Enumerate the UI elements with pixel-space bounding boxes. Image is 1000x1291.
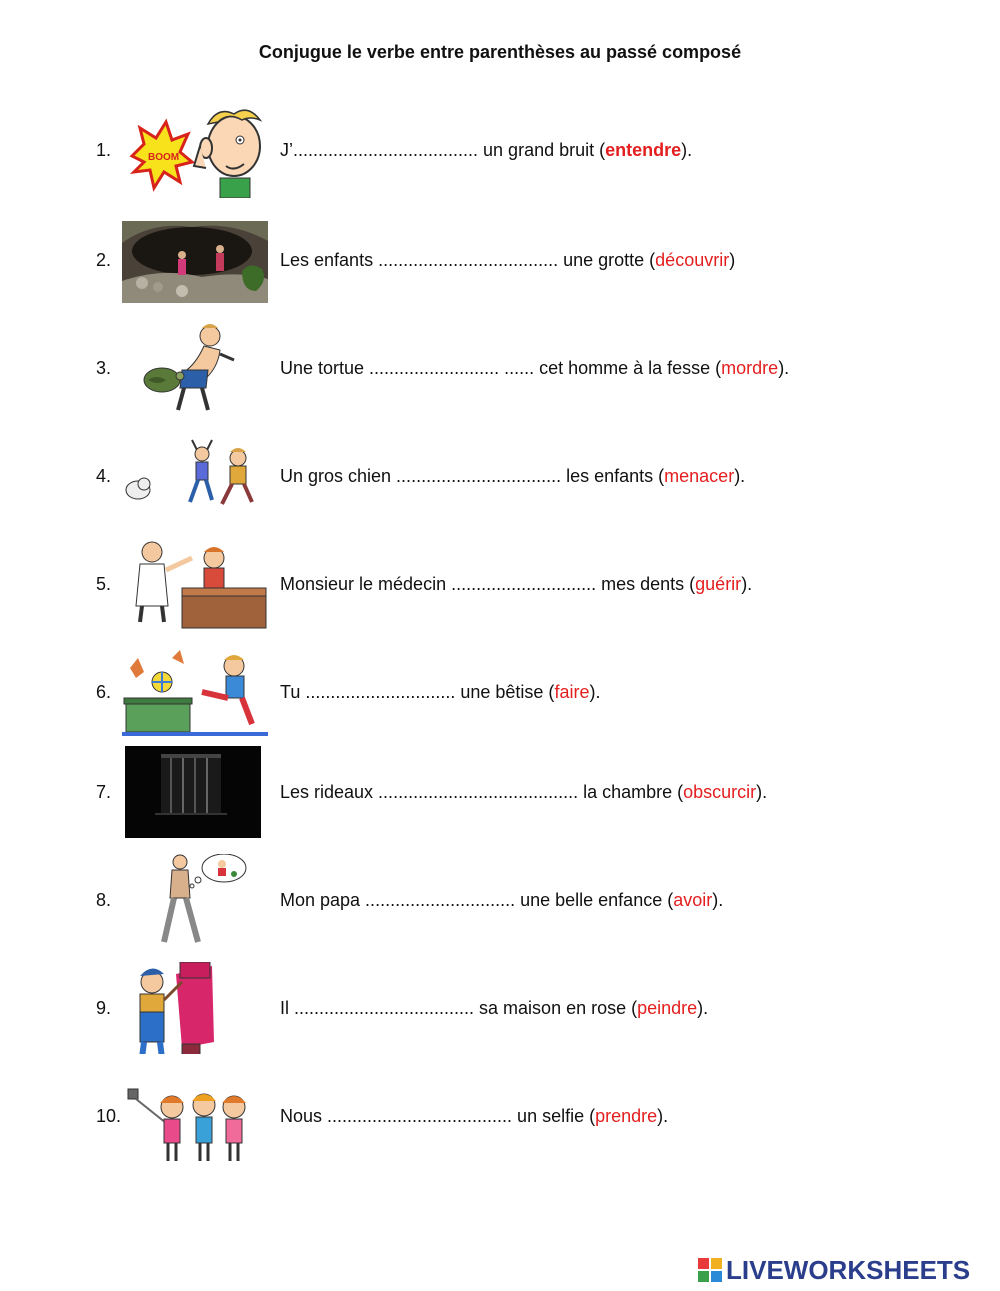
sentence [280,890,723,911]
exercise-item-10 [96,1078,956,1174]
sentence-end: ). [589,682,601,702]
exercise-item-4 [96,432,956,528]
item-number: 5. [96,574,112,594]
logo-text: LIVEWORKSHEETS [726,1254,971,1285]
item-number: 8. [96,890,112,910]
exercise-item-6 [96,648,956,744]
sentence-text: Une tortue .......................... ...... cet homme à la fesse ( [280,358,722,378]
dark-room-photo [125,746,261,838]
sentence-text: Un gros chien ................................. les enfants ( [280,466,665,486]
sentence [280,574,752,595]
verb-guerir: guérir [695,574,742,594]
sentence [280,358,789,379]
sentence-end: ). [697,998,709,1018]
item-number: 6. [96,682,112,702]
sentence [280,998,708,1019]
item-number: 7. [96,782,112,802]
exercise-item-8 [96,854,956,950]
item-number: 9. [96,998,112,1018]
exercise-item-5 [96,540,956,636]
sentence-end: ) [729,250,736,270]
sentence-text: Les enfants .................................... une grotte ( [280,250,656,270]
item-number: 4. [96,466,112,486]
verb-entendre: entendre [605,140,682,160]
boom-ear-icon [122,106,268,198]
item-number: 3. [96,358,112,378]
verb-peindre: peindre [637,998,698,1018]
sentence-end: ). [734,466,746,486]
exercise-item-1 [96,106,956,202]
exercise-item-9 [96,962,956,1058]
dog-children-icon [122,432,268,524]
cave-photo [122,216,268,308]
exercise-item-7 [96,746,956,842]
painter-icon [122,962,268,1054]
kick-vase-icon [122,648,268,740]
sentence-text: Monsieur le médecin ............................. mes dents ( [280,574,696,594]
exercise-item-2 [96,216,956,312]
sentence-text: Il .................................... sa maison en rose ( [280,998,638,1018]
sentence-end: ). [712,890,724,910]
turtle-bite-icon [122,324,268,416]
logo-mark-icon [698,1258,722,1282]
verb-prendre: prendre [595,1106,658,1126]
sentence-text: Tu .............................. une bêtise ( [280,682,555,702]
sentence-end: ). [778,358,790,378]
sentence [280,782,767,803]
liveworksheets-logo [698,1256,970,1284]
verb-avoir: avoir [673,890,713,910]
item-number: 10. [96,1106,122,1126]
item-number: 2. [96,250,112,270]
doctor-icon [122,540,268,632]
verb-faire: faire [554,682,590,702]
sentence-text: J’..................................... un grand bruit ( [280,140,606,160]
boom-text: BOOM [148,152,180,163]
sentence-end: ). [681,140,693,160]
item-number: 1. [96,140,112,160]
verb-mordre: mordre [721,358,779,378]
sentence-text: Les rideaux ........................................ la chambre ( [280,782,684,802]
worksheet-title: Conjugue le verbe entre parenthèses au passé composé [258,42,742,62]
verb-obscurcir: obscurcir [683,782,757,802]
sentence [280,682,600,703]
sentence [280,1106,668,1127]
sentence-text: Nous ..................................... un selfie ( [280,1106,596,1126]
verb-decouvrir: découvrir [655,250,730,270]
exercise-item-3 [96,324,956,420]
sentence-end: ). [756,782,768,802]
sentence [280,250,735,271]
sentence-text: Mon papa .............................. une belle enfance ( [280,890,674,910]
dad-thinking-icon [122,854,268,946]
sentence [280,140,692,161]
selfie-icon [122,1078,268,1170]
sentence [280,466,745,487]
sentence-end: ). [657,1106,669,1126]
sentence-end: ). [741,574,753,594]
verb-menacer: menacer [664,466,735,486]
